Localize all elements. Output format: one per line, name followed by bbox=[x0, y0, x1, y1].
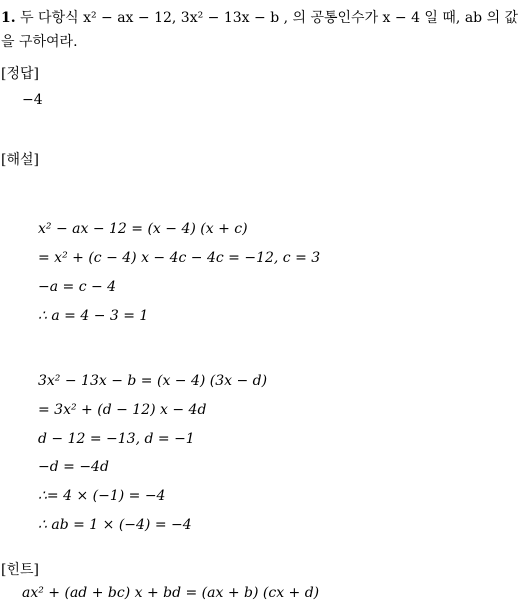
solution-line: = x² + (c − 4) x − 4c − 4c = −12, c = 3 bbox=[38, 250, 321, 266]
solution-line: = 3x² + (d − 12) x − 4d bbox=[38, 402, 207, 418]
question-number: 1. bbox=[1, 10, 16, 26]
solution-line: ∴ ab = 1 × (−4) = −4 bbox=[38, 517, 192, 533]
solution-line: d − 12 = −13, d = −1 bbox=[38, 431, 195, 447]
solution-line: −d = −4d bbox=[38, 459, 109, 475]
solution-line: −a = c − 4 bbox=[38, 279, 117, 295]
solution-line: ∴= 4 × (−1) = −4 bbox=[38, 488, 166, 504]
answer-value: −4 bbox=[22, 92, 43, 108]
solution-line: 3x² − 13x − b = (x − 4) (3x − d) bbox=[38, 373, 268, 389]
question-text: 두 다항식 x² − ax − 12, 3x² − 13x − b , 의 공통인수가 x − 4 일 때, ab 의 값을 구하여라. bbox=[1, 10, 519, 50]
solution-line: x² − ax − 12 = (x − 4) (x + c) bbox=[38, 221, 248, 237]
hint-label: [힌트] bbox=[1, 562, 39, 578]
question-block bbox=[1, 6, 529, 54]
explanation-label: [해설] bbox=[1, 152, 39, 168]
answer-label: [정답] bbox=[1, 66, 39, 82]
solution-line: ∴ a = 4 − 3 = 1 bbox=[38, 308, 149, 324]
hint-formula: ax² + (ad + bc) x + bd = (ax + b) (cx + d) bbox=[22, 585, 320, 601]
